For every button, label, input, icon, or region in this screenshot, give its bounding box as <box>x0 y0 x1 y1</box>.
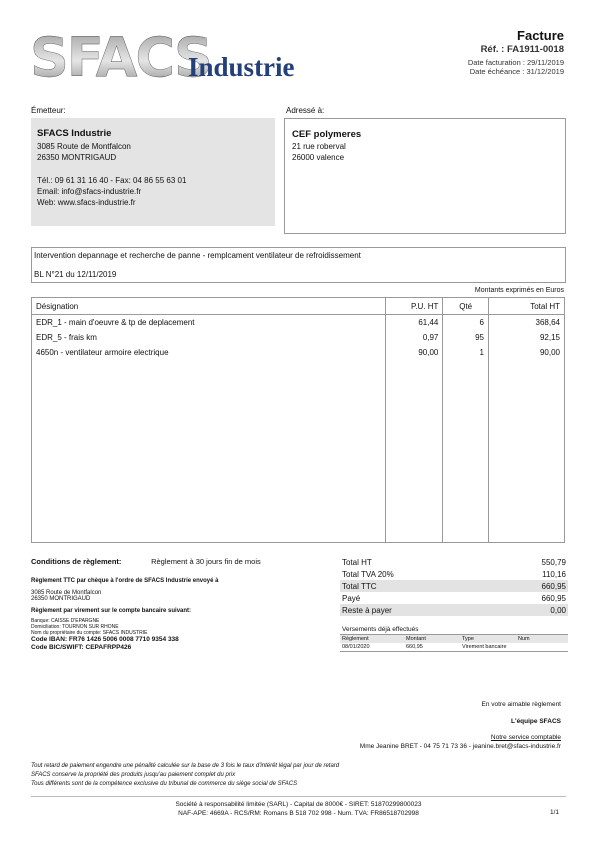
item-total: 90,00 <box>488 345 564 360</box>
total-value: 0,00 <box>491 604 568 616</box>
recipient-address1: 21 rue roberval <box>292 142 346 151</box>
payment-conditions <box>31 557 321 651</box>
sender-email: Email: info@sfacs-industrie.fr <box>37 187 142 196</box>
footer-divider <box>31 796 566 797</box>
payment-col-amount: Montant <box>404 635 460 644</box>
total-ht-row <box>340 556 568 568</box>
table-row <box>32 330 565 345</box>
invoice-date: Date facturation : 29/11/2019 <box>467 58 564 67</box>
total-value: 660,95 <box>491 580 568 592</box>
recipient-label: Adressé à: <box>286 106 325 115</box>
bank-domiciliation: Domiciliation: TOURNON SUR RHONE <box>31 624 119 630</box>
items-table <box>31 297 565 543</box>
invoice-header <box>364 28 564 76</box>
account-owner: Nom du propriétaire du compte: SFACS INDUSTRIE <box>31 630 148 636</box>
sender-box <box>31 118 275 226</box>
closing-greeting: En votre aimable règlement <box>481 701 561 708</box>
transfer-title: Règlement par virement sur le compte bancaire suivant: <box>31 608 192 614</box>
sender-label: Émetteur: <box>31 106 66 115</box>
invoice-reference: Réf. : FA1911-0018 <box>480 44 564 55</box>
company-logo <box>30 28 320 88</box>
item-unit-price: 90,00 <box>385 345 443 360</box>
sender-address1: 3085 Route de Montfalcon <box>37 142 131 151</box>
col-quantity: Qté <box>443 298 489 315</box>
item-unit-price: 0,97 <box>385 330 443 345</box>
payment-col-date: Règlement <box>340 635 404 644</box>
logo-subtitle: Industrie <box>188 52 295 82</box>
cheque-address1: 3085 Route de Montfalcon <box>31 590 102 596</box>
due-date: Date échéance : 31/12/2019 <box>469 67 564 76</box>
legal-note: Tous différents sont de la compétence exclusive du tribunal de commerce du siège social de SFACS <box>31 781 298 787</box>
sender-name: SFACS Industrie <box>37 128 112 139</box>
logo-wordmark: SFACS <box>30 26 211 89</box>
total-value: 550,79 <box>541 557 566 567</box>
col-total: Total HT <box>488 298 564 315</box>
bic-code: Code BIC/SWIFT: CEPAFRPP426 <box>31 644 132 651</box>
total-value: 110,16 <box>542 569 566 579</box>
payment-col-num: Num <box>516 635 568 644</box>
total-label: Reste à payer <box>340 604 491 616</box>
recipient-address2: 26000 valence <box>292 153 345 162</box>
total-value: 660,95 <box>541 593 566 603</box>
legal-notes <box>31 762 339 789</box>
table-row <box>340 643 568 652</box>
total-tva-row <box>340 568 568 580</box>
closing-team: L'équipe SFACS <box>511 718 561 725</box>
page-number: 1/1 <box>549 809 559 816</box>
table-filler-row <box>32 360 565 543</box>
col-unit-price: P.U. HT <box>385 298 443 315</box>
col-designation: Désignation <box>32 298 386 315</box>
payments-header-row <box>340 635 568 644</box>
item-quantity: 1 <box>443 345 489 360</box>
iban-code: Code IBAN: FR76 1426 5006 0008 7710 9354 338 <box>31 636 179 643</box>
payment-date: 08/01/2020 <box>342 644 370 650</box>
table-row <box>32 345 565 360</box>
description-box <box>31 247 566 283</box>
cheque-address2: 26350 MONTRIGAUD <box>31 596 91 602</box>
payment-amount: 660,95 <box>406 644 423 650</box>
footer-registration: NAF-APE: 4669A - RCS/RM: Romans B 518 702 998 - Num. TVA: FR86518702998 <box>178 810 419 817</box>
item-total: 368,64 <box>488 315 564 331</box>
bank-name: Banque: CAISSE D'EPARGNE <box>31 618 100 624</box>
item-total: 92,15 <box>488 330 564 345</box>
item-designation: EDR_1 - main d'oeuvre & tp de deplacement <box>32 315 386 331</box>
accounting-contact: Mme Jeanine BRET - 04 75 71 73 36 - jeanine.bret@sfacs-industrie.fr <box>359 743 561 750</box>
item-designation: EDR_5 - frais km <box>32 330 386 345</box>
payments-table <box>340 634 568 652</box>
legal-note: Tout retard de paiement engendre une pénalité calculée sur la base de 3 fois le taux d'intérêt légal par jour de retard <box>31 763 340 769</box>
payment-col-type: Type <box>460 635 516 644</box>
footer-company-info: Société à responsabilité limitée (SARL) - Capital de 8000€ - SIRET: 51870299800023 <box>175 801 422 808</box>
accounting-service: Notre service comptable <box>490 734 561 741</box>
document-title: Facture <box>517 28 564 43</box>
item-quantity: 95 <box>443 330 489 345</box>
remaining-row <box>340 604 568 616</box>
total-label: Payé <box>342 593 361 603</box>
totals-table <box>340 556 568 616</box>
description-line2: BL N°21 du 12/11/2019 <box>34 270 117 279</box>
conditions-label: Conditions de règlement: <box>31 557 122 566</box>
items-header-row <box>32 298 565 315</box>
total-ttc-row <box>340 580 568 592</box>
legal-note: SFACS conserve la propriété des produits jusqu'au paiement complet du prix <box>31 772 236 778</box>
sender-address2: 26350 MONTRIGAUD <box>37 153 117 162</box>
recipient-name: CEF polymeres <box>292 129 362 140</box>
total-label: Total TVA 20% <box>342 569 394 579</box>
paid-row <box>340 592 568 604</box>
recipient-box <box>284 118 566 234</box>
item-quantity: 6 <box>443 315 489 331</box>
closing-block <box>261 701 561 750</box>
footer <box>31 800 566 818</box>
total-label: Total TTC <box>340 580 491 592</box>
conditions-value: Règlement à 30 jours fin de mois <box>151 557 261 566</box>
item-unit-price: 61,44 <box>385 315 443 331</box>
total-label: Total HT <box>342 557 372 567</box>
description-line1: Intervention depannage et recherche de panne - remplcament ventilateur de refroidissement <box>34 251 361 260</box>
item-designation: 4650n - ventilateur armoire electrique <box>32 345 386 360</box>
table-row <box>32 315 565 331</box>
payments-title: Versements déjà effectués <box>342 626 419 633</box>
currency-note: Montants exprimés en Euros <box>474 287 564 294</box>
payment-num <box>516 643 568 652</box>
sender-phone: Tél.: 09 61 31 16 40 - Fax: 04 86 55 63 01 <box>37 176 187 185</box>
sender-website: Web: www.sfacs-industrie.fr <box>37 198 136 207</box>
payment-type: Virement bancaire <box>462 644 507 650</box>
cheque-title: Règlement TTC par chèque à l'ordre de SFACS Industrie envoyé à <box>31 578 219 584</box>
